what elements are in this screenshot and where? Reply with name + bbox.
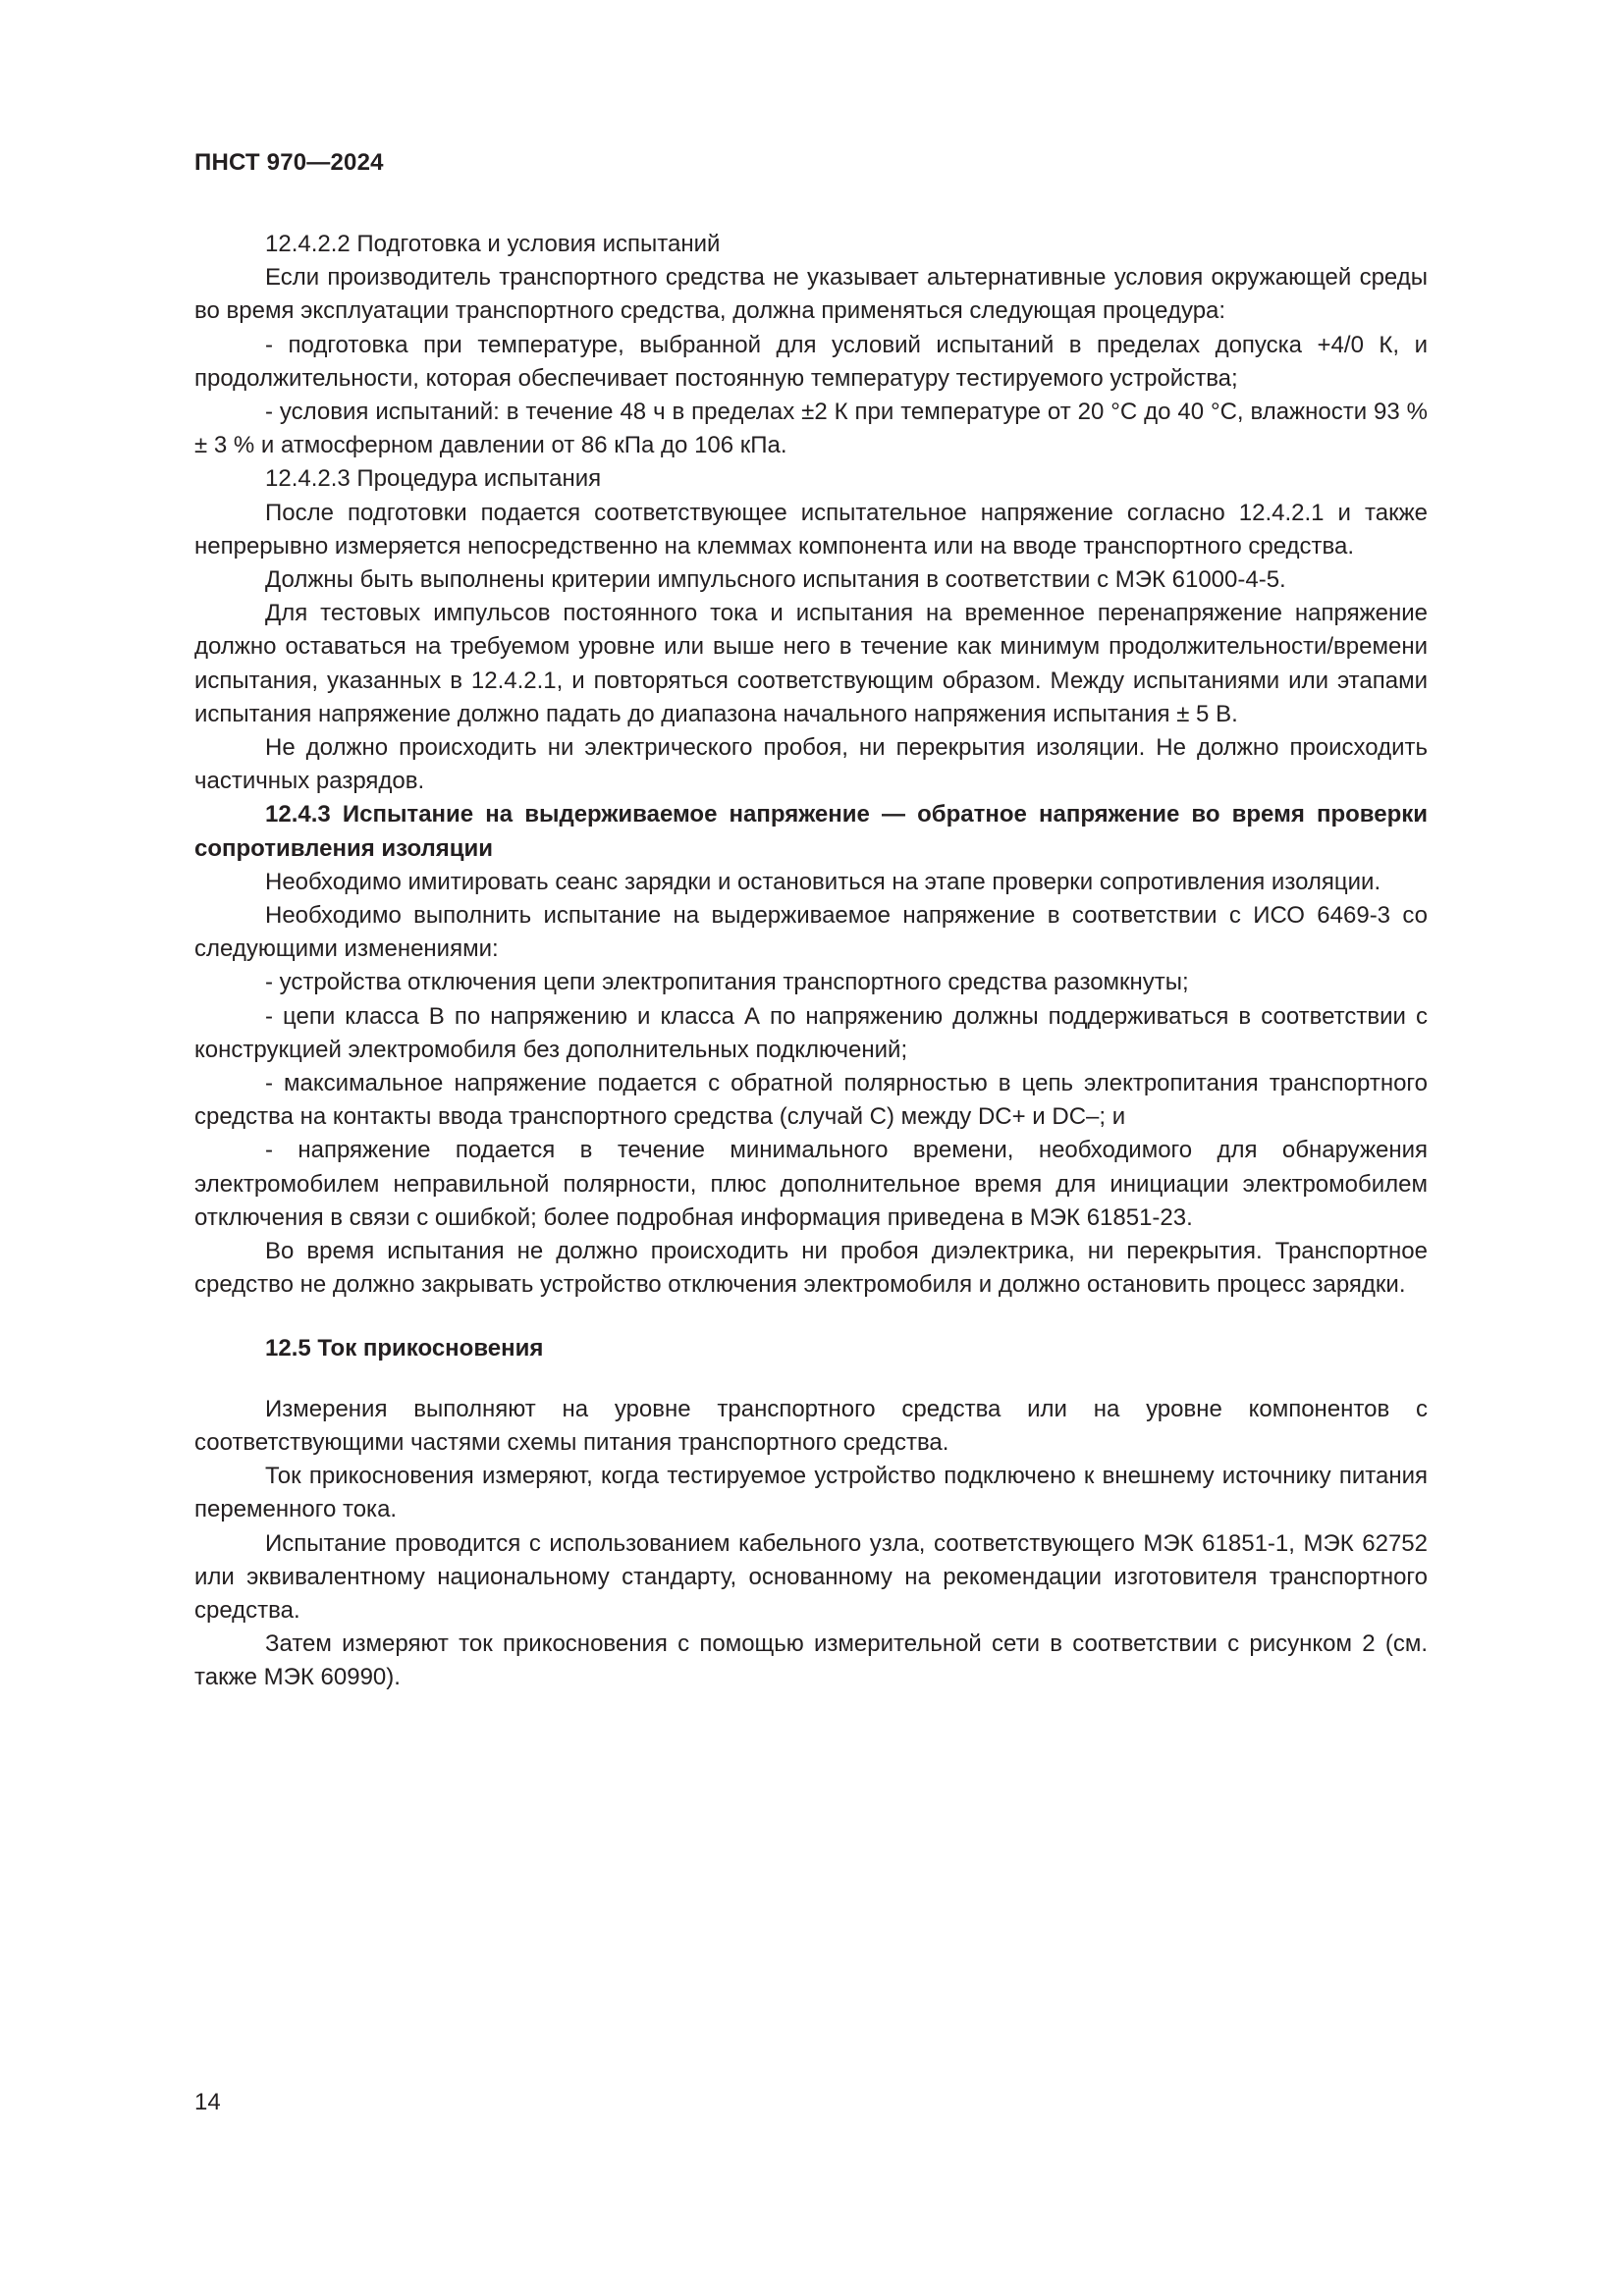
paragraph: Измерения выполняют на уровне транспортного средства или на уровне компонентов с соответствующими частями схемы питания транспортного средства. [194, 1395, 1428, 1456]
section-title-12-5: 12.5 Ток прикосновения [265, 1334, 544, 1362]
paragraph: Должны быть выполнены критерии импульсного испытания в соответствии с МЭК 61000-4-5. [265, 566, 1286, 594]
page-number: 14 [194, 2089, 221, 2115]
list-item: - напряжение подается в течение минимального времени, необходимого для обнаружения электромобилем неправильной полярности, плюс дополнительное время для инициации электромобилем отключения в связи с ошибкой; более подробная информация приведена в МЭК 61851-23. [194, 1137, 1428, 1231]
paragraph: Ток прикосновения измеряют, когда тестируемое устройство подключено к внешнему источнику питания переменного тока. [194, 1463, 1428, 1523]
paragraph: Затем измеряют ток прикосновения с помощью измерительной сети в соответствии с рисунком 2 (см. также МЭК 60990). [194, 1630, 1428, 1691]
paragraph: Необходимо имитировать сеанс зарядки и остановиться на этапе проверки сопротивления изоляции. [265, 868, 1381, 895]
document-body [194, 228, 1428, 1695]
list-item: - устройства отключения цепи электропитания транспортного средства разомкнуты; [265, 969, 1189, 996]
paragraph: Не должно происходить ни электрического пробоя, ни перекрытия изоляции. Не должно происходить частичных разрядов. [194, 734, 1428, 795]
paragraph: Испытание проводится с использованием кабельного узла, соответствующего МЭК 61851-1, МЭК 62752 или эквивалентному национальному стандарту, основанному на рекомендации изготовителя транспортного средства. [194, 1529, 1428, 1624]
paragraph: После подготовки подается соответствующее испытательное напряжение согласно 12.4.2.1 и также непрерывно измеряется непосредственно на клеммах компонента или на вводе транспортного средства. [194, 499, 1428, 560]
document-code-header: ПНСТ 970—2024 [194, 149, 384, 176]
subsection-title-12-4-3: 12.4.3 Испытание на выдерживаемое напряжение — обратное напряжение во время проверки сопротивления изоляции [194, 801, 1428, 862]
subsection-title-12-4-2-2: 12.4.2.2 Подготовка и условия испытаний [265, 231, 721, 257]
paragraph: Если производитель транспортного средства не указывает альтернативные условия окружающей среды во время эксплуатации транспортного средства, должна применяться следующая процедура: [194, 264, 1428, 325]
subsection-title-12-4-2-3: 12.4.2.3 Процедура испытания [265, 465, 602, 493]
list-item: - условия испытаний: в течение 48 ч в пределах ±2 К при температуре от 20 °С до 40 °С, влажности 93 % ± 3 % и атмосферном давлении от 86 кПа до 106 кПа. [194, 399, 1428, 459]
list-item: - максимальное напряжение подается с обратной полярностью в цепь электропитания транспортного средства на контакты ввода транспортного средства (случай С) между DC+ и DC–; и [194, 1070, 1428, 1131]
paragraph: Во время испытания не должно происходить ни пробоя диэлектрика, ни перекрытия. Транспортное средство не должно закрывать устройство отключения электромобиля и должно остановить процесс зарядки. [194, 1238, 1428, 1299]
paragraph: Необходимо выполнить испытание на выдерживаемое напряжение в соответствии с ИСО 6469-3 со следующими изменениями: [194, 902, 1428, 963]
paragraph: Для тестовых импульсов постоянного тока и испытания на временное перенапряжение напряжение должно оставаться на требуемом уровне или выше него в течение как минимум продолжительности/времени испытания, указанных в 12.4.2.1, и повторяться соответствующим образом. Между испытаниями или этапами испытания напряжение должно падать до диапазона начального напряжения испытания ± 5 В. [194, 600, 1428, 727]
list-item: - подготовка при температуре, выбранной для условий испытаний в пределах допуска +4/0 К, и продолжительности, которая обеспечивает постоянную температуру тестируемого устройства; [194, 331, 1428, 392]
list-item: - цепи класса В по напряжению и класса А по напряжению должны поддерживаться в соответствии с конструкцией электромобиля без дополнительных подключений; [194, 1002, 1428, 1063]
